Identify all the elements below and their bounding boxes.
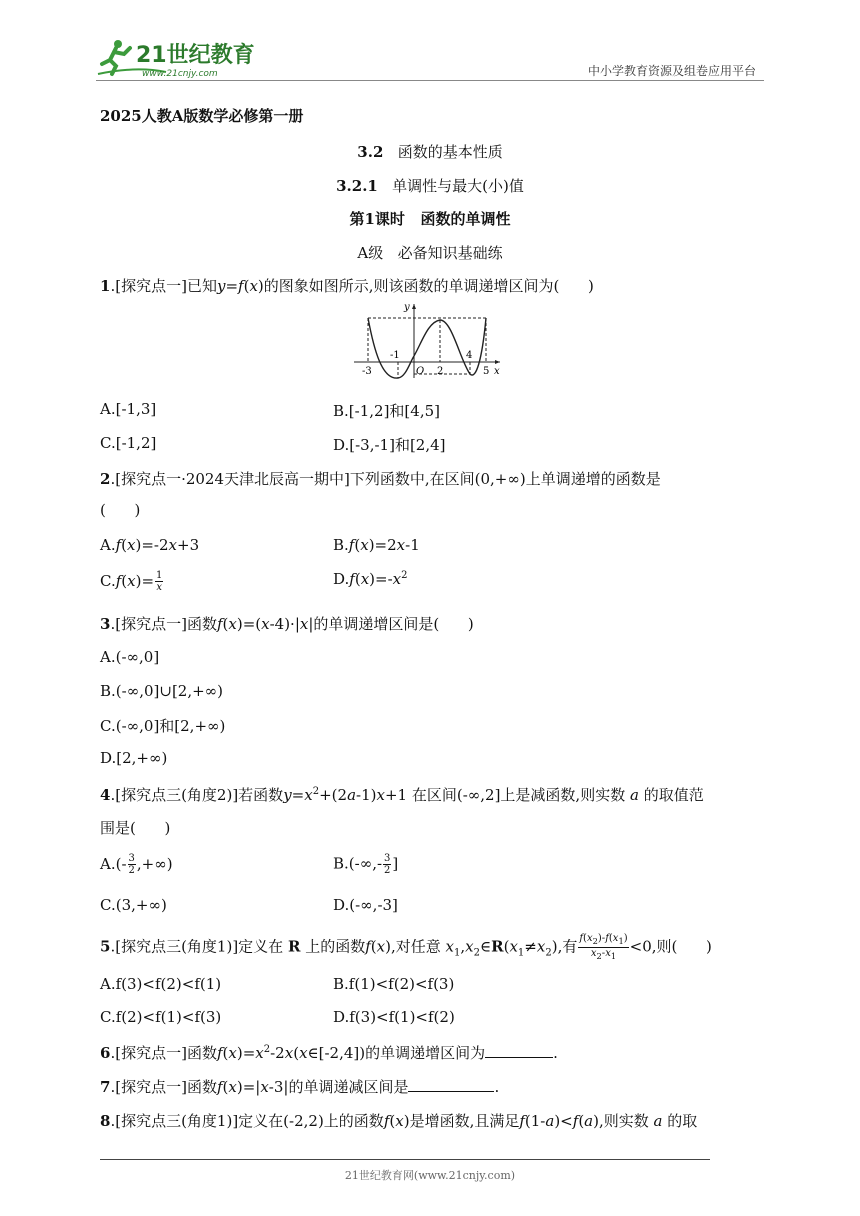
tick-label: 5 <box>483 366 490 377</box>
q5-option-d: D.f(3)<f(1)<f(2) <box>333 1008 455 1026</box>
lesson-heading: 第1课时 函数的单调性 <box>349 210 511 228</box>
q1-option-c: C.[-1,2] <box>100 434 157 452</box>
tick-label: 2 <box>437 366 444 377</box>
tick-label: -1 <box>390 350 400 361</box>
logo-text: 21世纪教育 <box>136 43 255 68</box>
q2-option-b: B.f(x)=2x-1 <box>333 536 420 554</box>
question-4-cont: 围是( ) <box>100 819 171 837</box>
question-7: 7.[探究点一]函数f(x)=|x-3|的单调递减区间是 . <box>100 1078 500 1096</box>
q2-option-c: C.f(x)= $\frac{1}{x}$ <box>100 570 163 593</box>
function-graph <box>352 300 504 380</box>
question-5: 5.[探究点三(角度1)]定义在 R 上的函数f(x),对任意 $x_1,x_2\in R(x_1\ne x_2)$,有 $\frac{f(x_2)-f(x_1)}{x_2-x_1}$ <0,则( ) <box>100 933 712 961</box>
q1-option-d: D.[-3,-1]和[2,4] <box>333 436 446 454</box>
q3-option-c: C.(-∞,0]和[2,+∞) <box>100 717 226 735</box>
question-2-cont: ( ) <box>100 501 141 519</box>
y-axis-arrow <box>412 304 416 309</box>
footer-rule <box>100 1159 710 1160</box>
question-3: 3.[探究点一]函数f(x)=(x-4)·|x|的单调递增区间是( ) <box>100 615 474 633</box>
q5-option-b: B.f(1)<f(2)<f(3) <box>333 975 455 993</box>
q3-option-a: A.(-∞,0] <box>100 648 160 666</box>
tick-label: -3 <box>362 366 372 377</box>
x-axis-arrow <box>495 360 500 364</box>
q4-options-row2 <box>100 896 398 914</box>
footer-text: 21世纪教育网(www.21cnjy.com) <box>344 1169 516 1182</box>
book-title: 2025人教A版数学必修第一册 <box>100 107 304 125</box>
q3-option-b: B.(-∞,0]∪[2,+∞) <box>100 682 224 700</box>
question-4: 4.[探究点三(角度2)]若函数$y=x^2+(2a-1)x+1$ 在区间(-∞,2]上是减函数,则实数 a 的取值范 <box>100 786 704 804</box>
q4-option-b: B.(-∞,- $\frac{3}{2}$ ] <box>333 853 399 876</box>
site-logo <box>96 36 256 80</box>
q1-options-row2 <box>100 434 446 454</box>
q2-options-row2 <box>100 570 408 593</box>
q3-option-d: D.[2,+∞) <box>100 749 168 767</box>
tick-label: O <box>416 366 425 377</box>
subsection-heading: 3.2.1 单调性与最大(小)值 <box>336 177 524 195</box>
q4-option-c: C.(3,+∞) <box>100 896 167 914</box>
question-1: 1.[探究点一]已知y=f(x)的图象如图所示,则该函数的单调递增区间为( ) <box>100 277 594 295</box>
header-slogan: 中小学教育资源及组卷应用平台 <box>587 64 756 78</box>
q4-option-d: D.(-∞,-3] <box>333 896 398 914</box>
q1-option-b: B.[-1,2]和[4,5] <box>333 402 440 420</box>
q2-option-d: $D.f(x)=-x^2$ <box>333 570 408 588</box>
level-heading: A级 必备知识基础练 <box>357 244 503 262</box>
function-curve <box>368 318 486 378</box>
axis-label-y: y <box>404 302 410 313</box>
q1-options-row1 <box>100 400 440 420</box>
tick-label: 4 <box>466 350 473 361</box>
q5-option-c: C.f(2)<f(1)<f(3) <box>100 1008 222 1026</box>
q4-option-a: A.(- $\frac{3}{2}$ ,+∞) <box>100 853 173 876</box>
header-rule <box>96 80 764 81</box>
section-heading: 3.2 函数的基本性质 <box>357 143 503 161</box>
q5-options-row2 <box>100 1008 455 1026</box>
axis-label-x: x <box>494 366 500 377</box>
answer-blank[interactable] <box>408 1090 494 1092</box>
q1-option-a: A.[-1,3] <box>100 400 157 418</box>
answer-blank[interactable] <box>485 1056 553 1058</box>
logo-url: www.21cnjy.com <box>142 69 218 79</box>
q2-options-row1 <box>100 536 420 554</box>
question-8: 8.[探究点三(角度1)]定义在(-2,2)上的函数f(x)是增函数,且满足f(1-a)<f(a),则实数 a 的取 <box>100 1112 698 1130</box>
q4-options-row1 <box>100 853 399 876</box>
question-6: 6.[探究点一]函数$f(x)=x^2-2x(x\in[-2,4])$的单调递增区间为 . <box>100 1044 558 1062</box>
q2-option-a: A.f(x)=-2x+3 <box>100 536 200 554</box>
q5-options-row1 <box>100 975 455 993</box>
question-2: 2.[探究点一·2024天津北辰高一期中]下列函数中,在区间(0,+∞)上单调递增的函数是 <box>100 470 661 488</box>
q5-option-a: A.f(3)<f(2)<f(1) <box>100 975 222 993</box>
